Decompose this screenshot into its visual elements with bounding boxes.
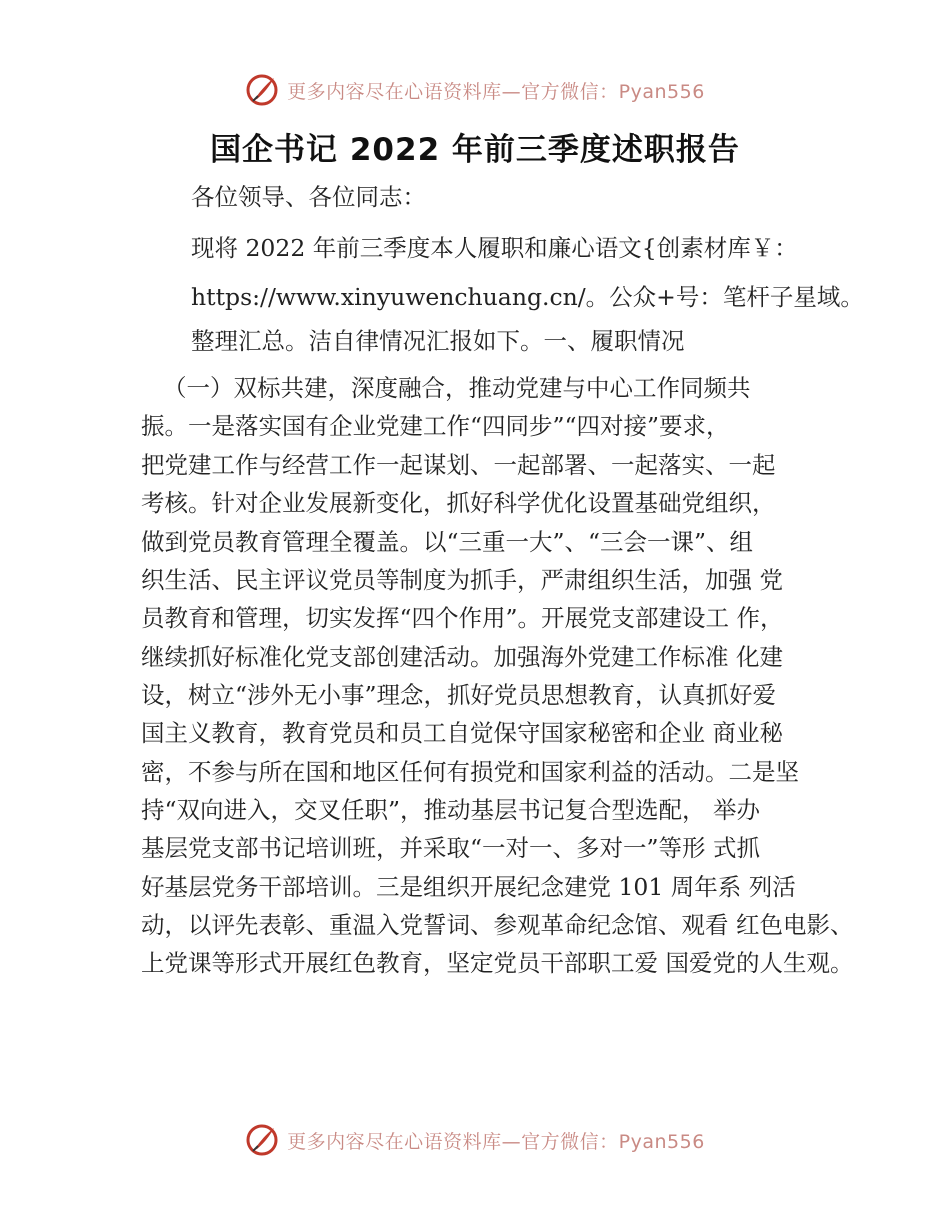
body-line: 把党建工作与经营工作一起谋划、一起部署、一起落实、一起 — [141, 451, 776, 479]
quill-logo-icon — [245, 73, 279, 107]
body-line: 上党课等形式开展红色教育，坚定党员干部职工爱 国爱党的人生观。 — [141, 949, 854, 977]
body-line: 现将 2022 年前三季度本人履职和廉心语文{创素材库￥： — [191, 234, 798, 262]
body-line: 继续抓好标准化党支部创建活动。加强海外党建工作标准 化建 — [141, 643, 783, 671]
banner-text: 更多内容尽在心语资料库—官方微信：Pyan556 — [287, 80, 705, 103]
footer-banner — [0, 1120, 950, 1160]
quill-logo-icon — [245, 1123, 279, 1157]
body-line: 织生活、民主评议党员等制度为抓手，严肃组织生活，加强 党 — [141, 566, 783, 594]
body-line: 动，以评先表彰、重温入党誓词、参观革命纪念馆、观看 红色电影、 — [141, 911, 854, 939]
body-line: 振。一是落实国有企业党建工作“四同步”“四对接”要求， — [141, 412, 730, 440]
body-line: https://www.xinyuwenchuang.cn/。公众+号：笔杆子星域。 — [191, 283, 864, 311]
page-title: 国企书记 2022 年前三季度述职报告 — [210, 132, 740, 168]
body-line: 国主义教育，教育党员和员工自觉保守国家秘密和企业 商业秘 — [141, 719, 783, 747]
body-line: 基层党支部书记培训班，并采取“一对一、多对一”等形 式抓 — [141, 834, 760, 862]
body-line: 整理汇总。洁自律情况汇报如下。一、履职情况 — [191, 327, 685, 355]
body-line: 考核。针对企业发展新变化，抓好科学优化设置基础党组织， — [141, 489, 776, 517]
body-line: 各位领导、各位同志： — [191, 183, 426, 211]
header-banner — [0, 70, 950, 110]
body-line: 员教育和管理，切实发挥“四个作用”。开展党支部建设工 作， — [141, 604, 784, 632]
body-line: 密，不参与所在国和地区任何有损党和国家利益的活动。二是坚 — [141, 758, 799, 786]
body-line: （一）双标共建，深度融合，推动党建与中心工作同频共 — [163, 374, 751, 402]
body-line: 好基层党务干部培训。三是组织开展纪念建党 101 周年系 列活 — [141, 873, 796, 901]
body-line: 设，树立“涉外无小事”理念，抓好党员思想教育，认真抓好爱 — [141, 681, 777, 709]
banner-text: 更多内容尽在心语资料库—官方微信：Pyan556 — [287, 1130, 705, 1153]
body-line: 做到党员教育管理全覆盖。以“三重一大”、“三会一课”、组 — [141, 528, 754, 556]
body-line: 持“双向进入，交叉任职”，推动基层书记复合型选配， 举办 — [141, 796, 760, 824]
